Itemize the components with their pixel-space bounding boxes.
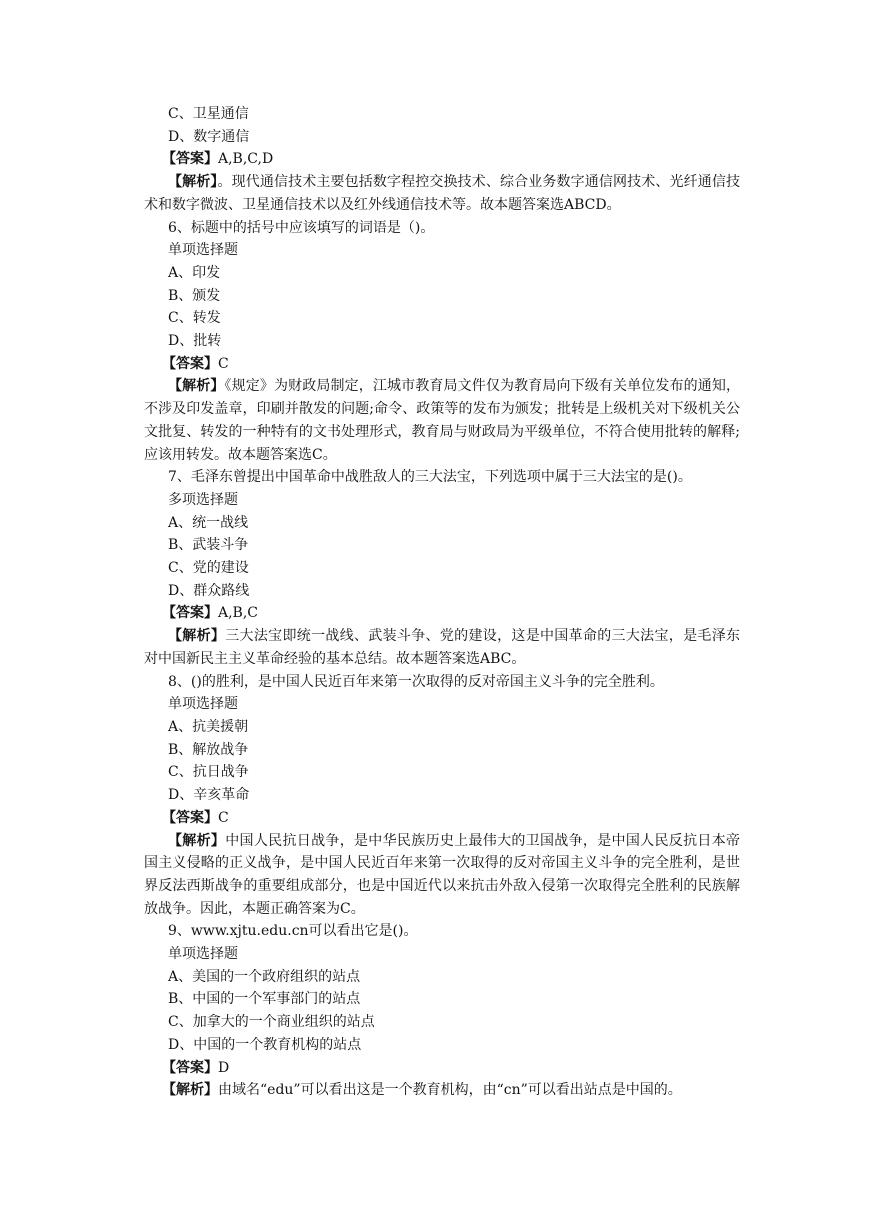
- question-stem: 7、毛泽东曾提出中国革命中战胜敌人的三大法宝，下列选项中属于三大法宝的是()。: [168, 469, 692, 486]
- option-d: D、中国的一个教育机构的站点: [168, 1036, 362, 1053]
- answer-value: D: [218, 1059, 230, 1076]
- question-type: 多项选择题: [168, 491, 238, 508]
- analysis-paragraph: [144, 1079, 740, 1102]
- option-b: B、解放战争: [168, 741, 249, 758]
- answer-line: [144, 148, 740, 171]
- question-stem: 9、www.xjtu.edu.cn可以看出它是()。: [168, 923, 418, 940]
- question-type: 单项选择题: [168, 696, 238, 713]
- answer-label: 【答案】: [162, 605, 218, 622]
- option-b: B、颁发: [168, 287, 221, 304]
- option-c: C、转发: [168, 310, 221, 327]
- answer-line: [144, 353, 740, 376]
- analysis-paragraph: [144, 171, 740, 216]
- analysis-text: 三大法宝即统一战线、武装斗争、党的建设，这是中国革命的三大法宝，是毛泽东对中国新民主主义革命经验的基本总结。故本题答案选ABC。: [144, 628, 741, 667]
- question-type: 单项选择题: [168, 946, 238, 963]
- document-body: [144, 103, 740, 1102]
- option-a: A、抗美援朝: [168, 718, 249, 735]
- analysis-label: 【解析】: [168, 174, 218, 191]
- option-c: C、加拿大的一个商业组织的站点: [168, 1014, 375, 1031]
- answer-value: C: [218, 809, 229, 826]
- answer-label: 【答案】: [162, 151, 218, 168]
- analysis-text: 。现代通信技术主要包括数字程控交换技术、综合业务数字通信网技术、光纤通信技术和数字微波、卫星通信技术以及红外线通信技术等。故本题答案选ABCD。: [144, 174, 740, 213]
- option-d: D、辛亥革命: [168, 787, 250, 804]
- option-c: C、卫星通信: [168, 106, 249, 122]
- answer-line: [144, 807, 740, 830]
- option-d: D、批转: [168, 333, 222, 350]
- option-b: B、中国的一个军事部门的站点: [168, 991, 361, 1008]
- answer-value: A,B,C,D: [218, 151, 274, 168]
- answer-line: [144, 602, 740, 625]
- option-a: A、美国的一个政府组织的站点: [168, 968, 361, 985]
- analysis-label: 【解析】: [168, 378, 225, 395]
- answer-label: 【答案】: [162, 1059, 218, 1076]
- answer-value: A,B,C: [218, 605, 259, 622]
- analysis-label: 【解析】: [168, 832, 226, 849]
- analysis-label: 【解析】: [168, 628, 226, 645]
- option-a: A、统一战线: [168, 514, 249, 531]
- analysis-text: 中国人民抗日战争，是中华民族历史上最伟大的卫国战争，是中国人民反抗日本帝国主义侵略的正义战争，是中国人民近百年来第一次取得的反对帝国主义斗争的完全胜利，是世界反法西斯战争的重要组成部分，也是中国近代以来抗击外敌入侵第一次取得完全胜利的民族解放战争。因此，本题正确答案为C。: [144, 832, 741, 917]
- answer-label: 【答案】: [162, 809, 218, 826]
- option-a: A、印发: [168, 264, 221, 281]
- analysis-paragraph: [144, 830, 740, 921]
- option-b: B、武装斗争: [168, 537, 249, 554]
- answer-line: [144, 1057, 740, 1080]
- analysis-label: 【解析】: [162, 1082, 218, 1099]
- option-c: C、抗日战争: [168, 764, 249, 781]
- analysis-paragraph: [144, 625, 740, 670]
- analysis-text: 由域名“edu”可以看出这是一个教育机构，由“cn”可以看出站点是中国的。: [218, 1082, 682, 1099]
- option-d: D、群众路线: [168, 582, 250, 599]
- analysis-text: 《规定》为财政局制定，江城市教育局文件仅为教育局向下级有关单位发布的通知，不涉及印发盖章，印刷并散发的问题;命令、政策等的发布为颁发；批转是上级机关对下级机关公文批复、转发的一种特有的文书处理形式，教育局与财政局为平级单位，不符合使用批转的解释;应该用转发。故本题答案选C。: [144, 378, 740, 463]
- option-c: C、党的建设: [168, 560, 249, 577]
- question-stem: 6、标题中的括号中应该填写的词语是（)。: [168, 219, 435, 236]
- option-d: D、数字通信: [168, 128, 250, 145]
- answer-label: 【答案】: [162, 355, 218, 372]
- question-stem: 8、()的胜利，是中国人民近百年来第一次取得的反对帝国主义斗争的完全胜利。: [168, 673, 664, 690]
- answer-value: C: [218, 355, 229, 372]
- analysis-paragraph: [144, 375, 740, 466]
- question-type: 单项选择题: [168, 242, 238, 259]
